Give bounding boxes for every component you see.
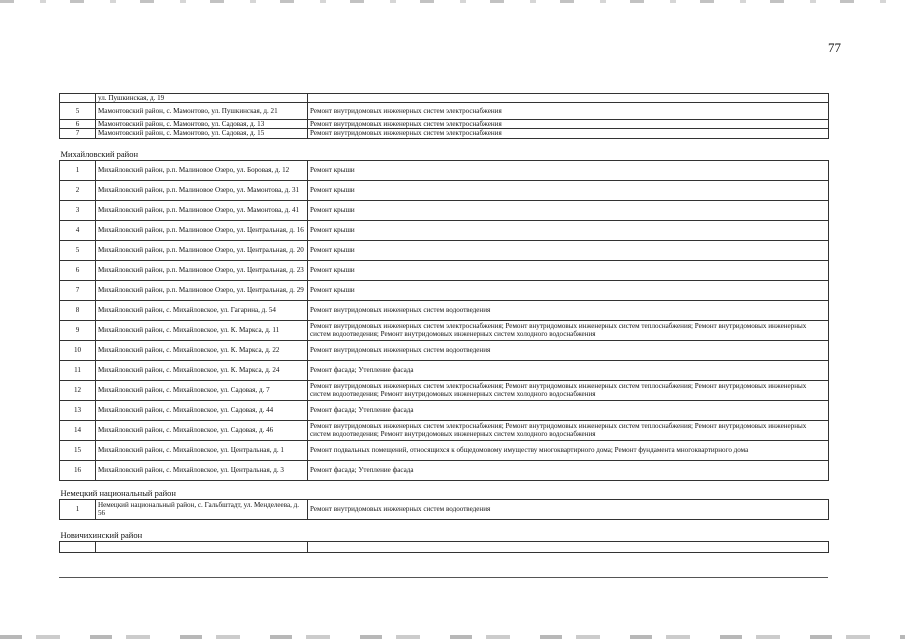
table-row (60, 129, 829, 138)
address-cell: Мамонтовский район, с. Мамонтово, ул. Садовая, д. 13 (96, 120, 308, 129)
table-row (60, 220, 829, 240)
row-number: 14 (60, 420, 96, 440)
row-number: 2 (60, 180, 96, 200)
table-row (60, 120, 829, 129)
repair-plan-table (59, 93, 829, 553)
table-row (60, 340, 829, 360)
table-row (60, 541, 829, 552)
document-table-container (59, 93, 828, 553)
address-cell: Михайловский район, с. Михайловское, ул. К. Маркса, д. 22 (96, 340, 308, 360)
work-type-cell: Ремонт внутридомовых инженерных систем электроснабжения; Ремонт внутридомовых инженерных систем теплоснабжения; Ремонт внутридомовых инженерных систем водоотведения; Ремонт внутридомовых инженерных систем холодного водоснабжения (308, 380, 829, 400)
district-title: Михайловский район (60, 138, 829, 160)
table-row (60, 94, 829, 103)
scan-edge-bottom (0, 635, 905, 639)
row-number: 15 (60, 440, 96, 460)
work-type-cell: Ремонт крыши (308, 200, 829, 220)
address-cell: Михайловский район, р.п. Малиновое Озеро, ул. Центральная, д. 20 (96, 240, 308, 260)
address-cell (96, 541, 308, 552)
district-title: Новичихинский район (60, 519, 829, 541)
row-number: 12 (60, 380, 96, 400)
work-type-cell: Ремонт крыши (308, 220, 829, 240)
row-number (60, 94, 96, 103)
work-type-cell: Ремонт внутридомовых инженерных систем электроснабжения (308, 103, 829, 120)
row-number: 6 (60, 120, 96, 129)
address-cell: Михайловский район, р.п. Малиновое Озеро, ул. Мамонтова, д. 31 (96, 180, 308, 200)
work-type-cell: Ремонт внутридомовых инженерных систем водоотведения (308, 340, 829, 360)
address-cell: Мамонтовский район, с. Мамонтово, ул. Пушкинская, д. 21 (96, 103, 308, 120)
table-row (60, 440, 829, 460)
address-cell: Михайловский район, р.п. Малиновое Озеро, ул. Мамонтова, д. 41 (96, 200, 308, 220)
row-number: 4 (60, 220, 96, 240)
row-number: 1 (60, 499, 96, 519)
address-cell: Михайловский район, р.п. Малиновое Озеро, ул. Центральная, д. 16 (96, 220, 308, 240)
address-cell: Михайловский район, р.п. Малиновое Озеро, ул. Центральная, д. 23 (96, 260, 308, 280)
work-type-cell: Ремонт крыши (308, 180, 829, 200)
address-cell: Михайловский район, с. Михайловское, ул. К. Маркса, д. 11 (96, 320, 308, 340)
district-header-row (60, 480, 829, 499)
district-header-row (60, 519, 829, 541)
table-row (60, 320, 829, 340)
work-type-cell: Ремонт крыши (308, 160, 829, 180)
address-cell: Михайловский район, с. Михайловское, ул. Гагарина, д. 54 (96, 300, 308, 320)
table-row (60, 360, 829, 380)
address-cell: Михайловский район, с. Михайловское, ул. Центральная, д. 1 (96, 440, 308, 460)
row-number: 5 (60, 240, 96, 260)
row-number: 16 (60, 460, 96, 480)
table-row (60, 300, 829, 320)
scan-edge-top (0, 0, 905, 3)
work-type-cell: Ремонт внутридомовых инженерных систем электроснабжения; Ремонт внутридомовых инженерных систем теплоснабжения; Ремонт внутридомовых инженерных систем водоотведения; Ремонт внутридомовых инженерных систем холодного водоснабжения (308, 420, 829, 440)
work-type-cell: Ремонт внутридомовых инженерных систем электроснабжения (308, 120, 829, 129)
row-number: 10 (60, 340, 96, 360)
row-number: 7 (60, 129, 96, 138)
work-type-cell: Ремонт фасада; Утепление фасада (308, 360, 829, 380)
work-type-cell: Ремонт подвальных помещений, относящихся к общедомовому имуществу многоквартирного дома; Ремонт фундамента многоквартирного дома (308, 440, 829, 460)
address-cell: ул. Пушкинская, д. 19 (96, 94, 308, 103)
address-cell: Михайловский район, р.п. Малиновое Озеро, ул. Центральная, д. 29 (96, 280, 308, 300)
table-row (60, 240, 829, 260)
work-type-cell: Ремонт крыши (308, 260, 829, 280)
address-cell: Немецкий национальный район, с. Гальбштадт, ул. Менделеева, д. 56 (96, 499, 308, 519)
address-cell: Мамонтовский район, с. Мамонтово, ул. Садовая, д. 15 (96, 129, 308, 138)
row-number: 1 (60, 160, 96, 180)
work-type-cell: Ремонт внутридомовых инженерных систем водоотведения (308, 300, 829, 320)
address-cell: Михайловский район, с. Михайловское, ул. Садовая, д. 44 (96, 400, 308, 420)
work-type-cell: Ремонт внутридомовых инженерных систем электроснабжения (308, 129, 829, 138)
address-cell: Михайловский район, с. Михайловское, ул. Садовая, д. 46 (96, 420, 308, 440)
row-number: 6 (60, 260, 96, 280)
row-number: 11 (60, 360, 96, 380)
table-row (60, 380, 829, 400)
work-type-cell: Ремонт фасада; Утепление фасада (308, 460, 829, 480)
address-cell: Михайловский район, р.п. Малиновое Озеро, ул. Боровая, д. 12 (96, 160, 308, 180)
page-number: 77 (828, 40, 841, 55)
row-number: 5 (60, 103, 96, 120)
district-title: Немецкий национальный район (60, 480, 829, 499)
table-row (60, 260, 829, 280)
table-row (60, 103, 829, 120)
table-row (60, 280, 829, 300)
bottom-rule (59, 577, 828, 578)
row-number: 3 (60, 200, 96, 220)
row-number: 9 (60, 320, 96, 340)
work-type-cell (308, 541, 829, 552)
work-type-cell: Ремонт крыши (308, 280, 829, 300)
table-row (60, 160, 829, 180)
district-header-row (60, 138, 829, 160)
address-cell: Михайловский район, с. Михайловское, ул. Садовая, д. 7 (96, 380, 308, 400)
work-type-cell: Ремонт крыши (308, 240, 829, 260)
work-type-cell: Ремонт внутридомовых инженерных систем электроснабжения; Ремонт внутридомовых инженерных систем теплоснабжения; Ремонт внутридомовых инженерных систем водоотведения; Ремонт внутридомовых инженерных систем холодного водоснабжения (308, 320, 829, 340)
work-type-cell (308, 94, 829, 103)
address-cell: Михайловский район, с. Михайловское, ул. К. Маркса, д. 24 (96, 360, 308, 380)
table-body (60, 94, 829, 553)
row-number: 13 (60, 400, 96, 420)
table-row (60, 460, 829, 480)
table-row (60, 499, 829, 519)
row-number (60, 541, 96, 552)
row-number: 8 (60, 300, 96, 320)
work-type-cell: Ремонт фасада; Утепление фасада (308, 400, 829, 420)
address-cell: Михайловский район, с. Михайловское, ул. Центральная, д. 3 (96, 460, 308, 480)
table-row (60, 200, 829, 220)
work-type-cell: Ремонт внутридомовых инженерных систем водоотведения (308, 499, 829, 519)
table-row (60, 400, 829, 420)
table-row (60, 180, 829, 200)
table-row (60, 420, 829, 440)
row-number: 7 (60, 280, 96, 300)
